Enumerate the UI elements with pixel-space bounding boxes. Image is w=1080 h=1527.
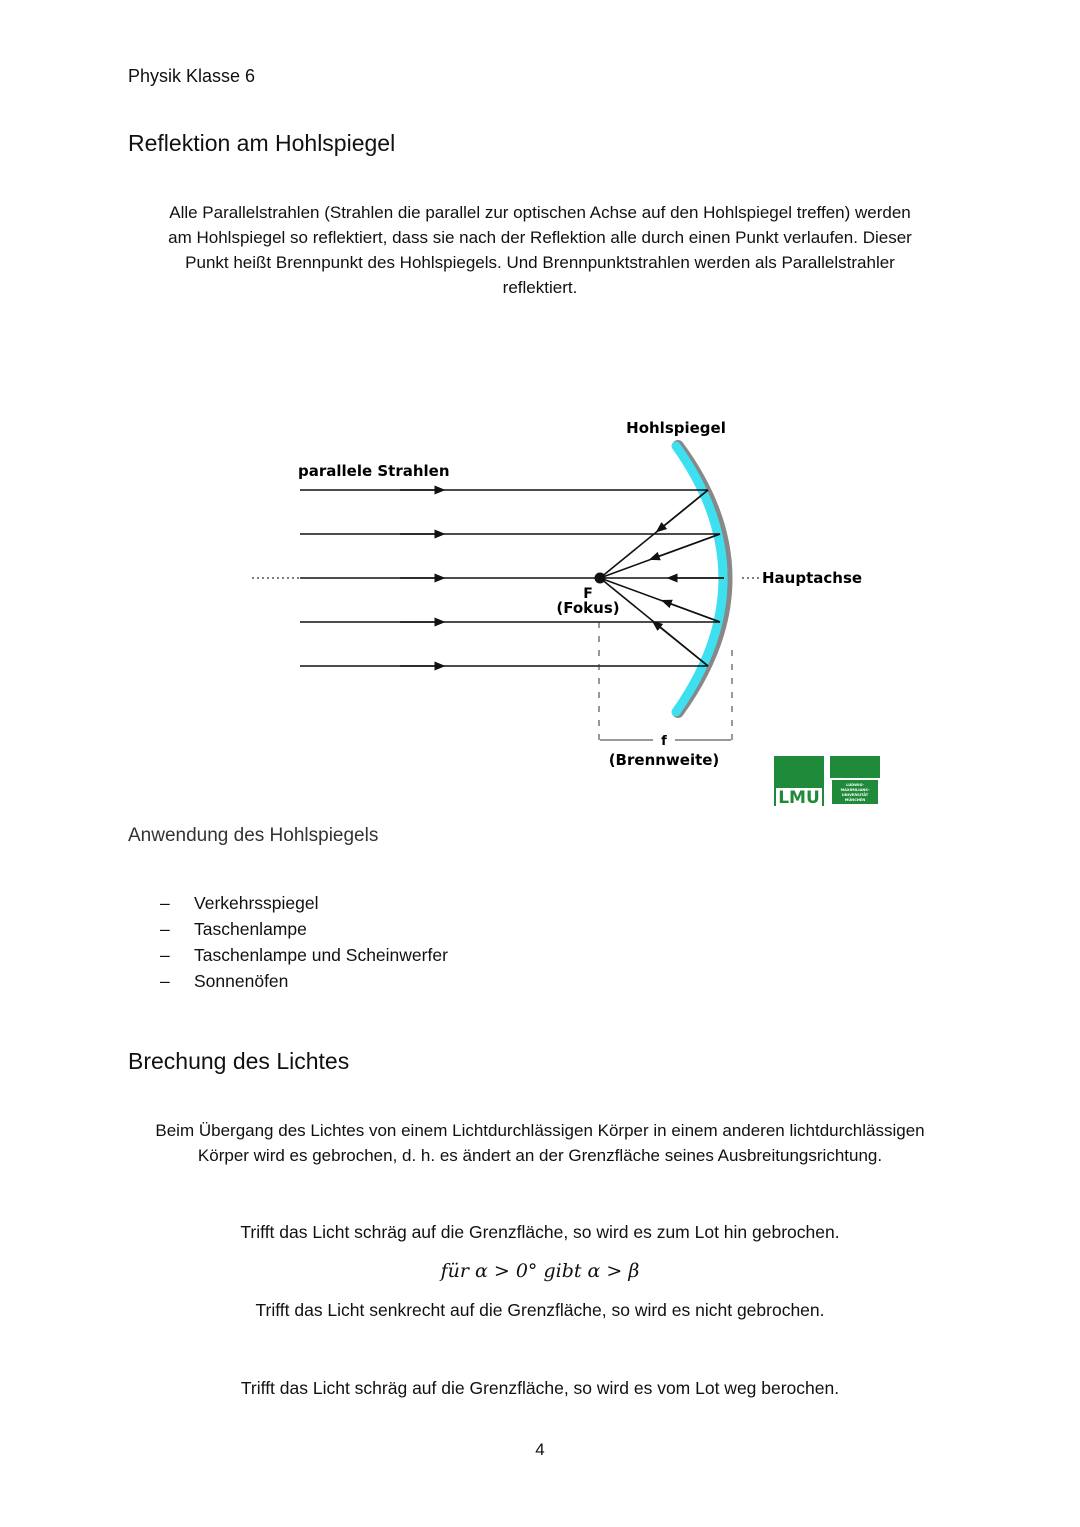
paragraph-line: Punkt heißt Brennpunkt des Hohlspiegels. Und Brennpunktstrahlen werden als Parallelstrahler (185, 253, 895, 272)
page-number: 4 (535, 1440, 545, 1459)
concave-mirror-diagram (0, 400, 1080, 820)
application-title: Anwendung des Hohlspiegels (128, 825, 379, 846)
list-dash: – (160, 945, 170, 965)
paragraph-line: am Hohlspiegel so reflektiert, dass sie nach der Reflektion alle durch einen Punkt verlaufen. Dieser (168, 228, 912, 247)
logo-small-text: MÜNCHEN (844, 798, 866, 802)
focus-label: (Fokus) (556, 599, 620, 617)
refraction-line-3: Trifft das Licht schräg auf die Grenzfläche, so wird es vom Lot weg berochen. (240, 1378, 840, 1398)
refraction-line-2: Trifft das Licht senkrecht auf die Grenzfläche, so wird es nicht gebrochen. (255, 1300, 825, 1320)
mirror-arc (676, 446, 723, 712)
section-title-refraction: Brechung des Lichtes (128, 1048, 350, 1074)
application-list (160, 890, 448, 994)
refraction-paragraph (100, 1118, 980, 1168)
paragraph-line: Körper wird es gebrochen, d. h. es ändert an der Grenzfläche seines Ausbreitungsrichtung. (197, 1146, 883, 1165)
list-item: – Taschenlampe (160, 916, 448, 942)
reflection-paragraph (120, 200, 960, 300)
refraction-line-1: Trifft das Licht schräg auf die Grenzfläche, so wird es zum Lot hin gebrochen. (240, 1222, 840, 1242)
refraction-formula: für α > 0° gibt α > β (440, 1260, 640, 1282)
logo-small-text: LUDWIG- (846, 783, 864, 787)
mirror-label: Hohlspiegel (626, 419, 726, 437)
list-dash: – (160, 971, 170, 991)
list-dash: – (160, 893, 170, 913)
list-item: – Sonnenöfen (160, 968, 448, 994)
logo-small-text: MAXIMILIANS- (840, 788, 870, 792)
paragraph-line: Alle Parallelstrahlen (Strahlen die parallel zur optischen Achse auf den Hohlspiegel treffen) werden (169, 203, 911, 222)
rays-label: parallele Strahlen (298, 462, 450, 480)
logo-text: LMU (778, 788, 820, 808)
logo-small-text: UNIVERSITÄT (841, 793, 869, 797)
focal-label: (Brennweite) (608, 751, 720, 769)
list-item: – Taschenlampe und Scheinwerfer (160, 942, 448, 968)
list-dash: – (160, 919, 170, 939)
paragraph-line: Beim Übergang des Lichtes von einem Lichtdurchlässigen Körper in einem anderen lichtdurchlässigen (155, 1121, 925, 1140)
page-header: Physik Klasse 6 (128, 66, 256, 86)
focal-letter: f (661, 734, 667, 749)
paragraph-line: reflektiert. (502, 278, 578, 297)
lmu-logo (774, 756, 880, 808)
axis-label: Hauptachse (762, 569, 863, 587)
list-item: – Verkehrsspiegel (160, 890, 448, 916)
focus-point (595, 573, 606, 584)
section-title-reflection: Reflektion am Hohlspiegel (128, 130, 396, 156)
focus-letter: F (583, 586, 593, 602)
